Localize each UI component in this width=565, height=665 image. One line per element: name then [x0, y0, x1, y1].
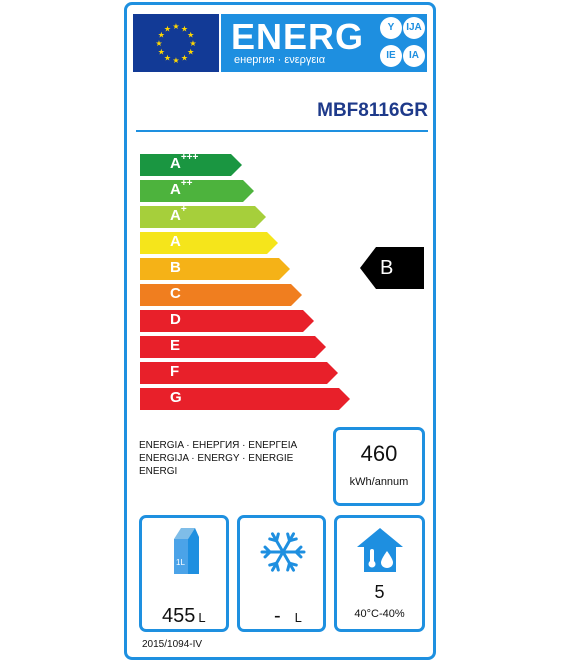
energy-consumption-value: 460: [360, 441, 398, 466]
energy-class-bar: [140, 232, 278, 254]
energy-class-label: F: [170, 363, 180, 380]
energy-consumption-box: [333, 427, 425, 506]
climate-class-value: 5: [374, 582, 385, 602]
regulation-number: 2015/1094-IV: [142, 639, 203, 650]
energy-class-label: A: [170, 233, 181, 250]
energy-class-bar: [140, 180, 254, 202]
eu-star-icon: ★: [172, 22, 180, 31]
language-code-ia: IA: [403, 45, 425, 67]
eu-star-icon: ★: [155, 39, 163, 48]
energy-class-bar: [140, 362, 338, 384]
energy-banner: [221, 14, 427, 72]
fresh-volume-box: [139, 515, 229, 632]
eu-star-icon: ★: [172, 56, 180, 65]
energy-class-bar: [140, 336, 326, 358]
energy-class-label: G: [170, 389, 182, 406]
frozen-volume-unit: L: [294, 610, 302, 625]
milk-carton-icon: [171, 525, 201, 577]
eu-star-icon: ★: [180, 24, 189, 34]
snowflake-icon: [259, 528, 307, 576]
model-number: MBF8116GR: [317, 100, 428, 121]
energy-class-label: A++: [170, 178, 193, 198]
fresh-volume-unit: L: [198, 610, 206, 625]
house-thermometer-icon: [356, 527, 404, 573]
energy-class-bar: [140, 154, 242, 176]
energy-class-bar: [140, 284, 302, 306]
energy-consumption-unit: kWh/annum: [349, 476, 409, 488]
energy-class-bar: [140, 310, 314, 332]
energy-names-line: ENERGI: [139, 466, 178, 477]
energy-class-label: E: [170, 337, 181, 354]
energy-class-label: C: [170, 285, 181, 302]
energy-class-label: B: [170, 259, 181, 276]
frozen-volume-value-row: [274, 605, 302, 629]
language-code-ija: IJA: [403, 17, 425, 39]
energy-class-bar: [140, 206, 266, 228]
eu-star-icon: ★: [187, 47, 195, 57]
energy-class-bar: [140, 388, 350, 410]
energy-class-bar: [140, 258, 290, 280]
energy-language-names: [139, 439, 319, 478]
fresh-volume-value-row: [162, 605, 206, 629]
eu-star-icon: ★: [180, 53, 189, 63]
eu-star-icon: ★: [163, 24, 172, 34]
eu-star-icon: ★: [187, 30, 195, 40]
language-code-y: Y: [380, 17, 402, 39]
energy-rating-class: B: [380, 257, 394, 279]
climate-condition: 40°C-40%: [354, 608, 405, 620]
frozen-volume-value: -: [274, 605, 281, 627]
energy-rating-arrow: [360, 247, 424, 289]
energy-word: ENERG: [231, 16, 365, 57]
energy-class-label: D: [170, 311, 181, 328]
eu-star-icon: ★: [163, 53, 172, 63]
fresh-volume-value: 455: [162, 605, 196, 627]
label-header: [133, 14, 427, 72]
eu-star-icon: ★: [157, 30, 165, 40]
header-divider: [136, 130, 428, 132]
energy-class-label: A+: [170, 204, 187, 224]
energy-names-line: ENERGIA · ЕНЕРГИЯ · ΕΝΕΡΓΕΙΑ: [139, 440, 298, 451]
energy-subtitle: енергия · ενεργεια: [234, 54, 326, 66]
climate-class-box: [334, 515, 425, 632]
frozen-volume-box: [237, 515, 326, 632]
eu-star-icon: ★: [189, 39, 197, 48]
eu-star-icon: ★: [157, 47, 165, 57]
language-code-ie: IE: [380, 45, 402, 67]
energy-names-line: ENERGIJA · ENERGY · ENERGIE: [139, 453, 294, 464]
svg-text:1L: 1L: [176, 558, 185, 567]
eu-flag-icon: [133, 14, 219, 72]
energy-class-label: A+++: [170, 152, 199, 172]
